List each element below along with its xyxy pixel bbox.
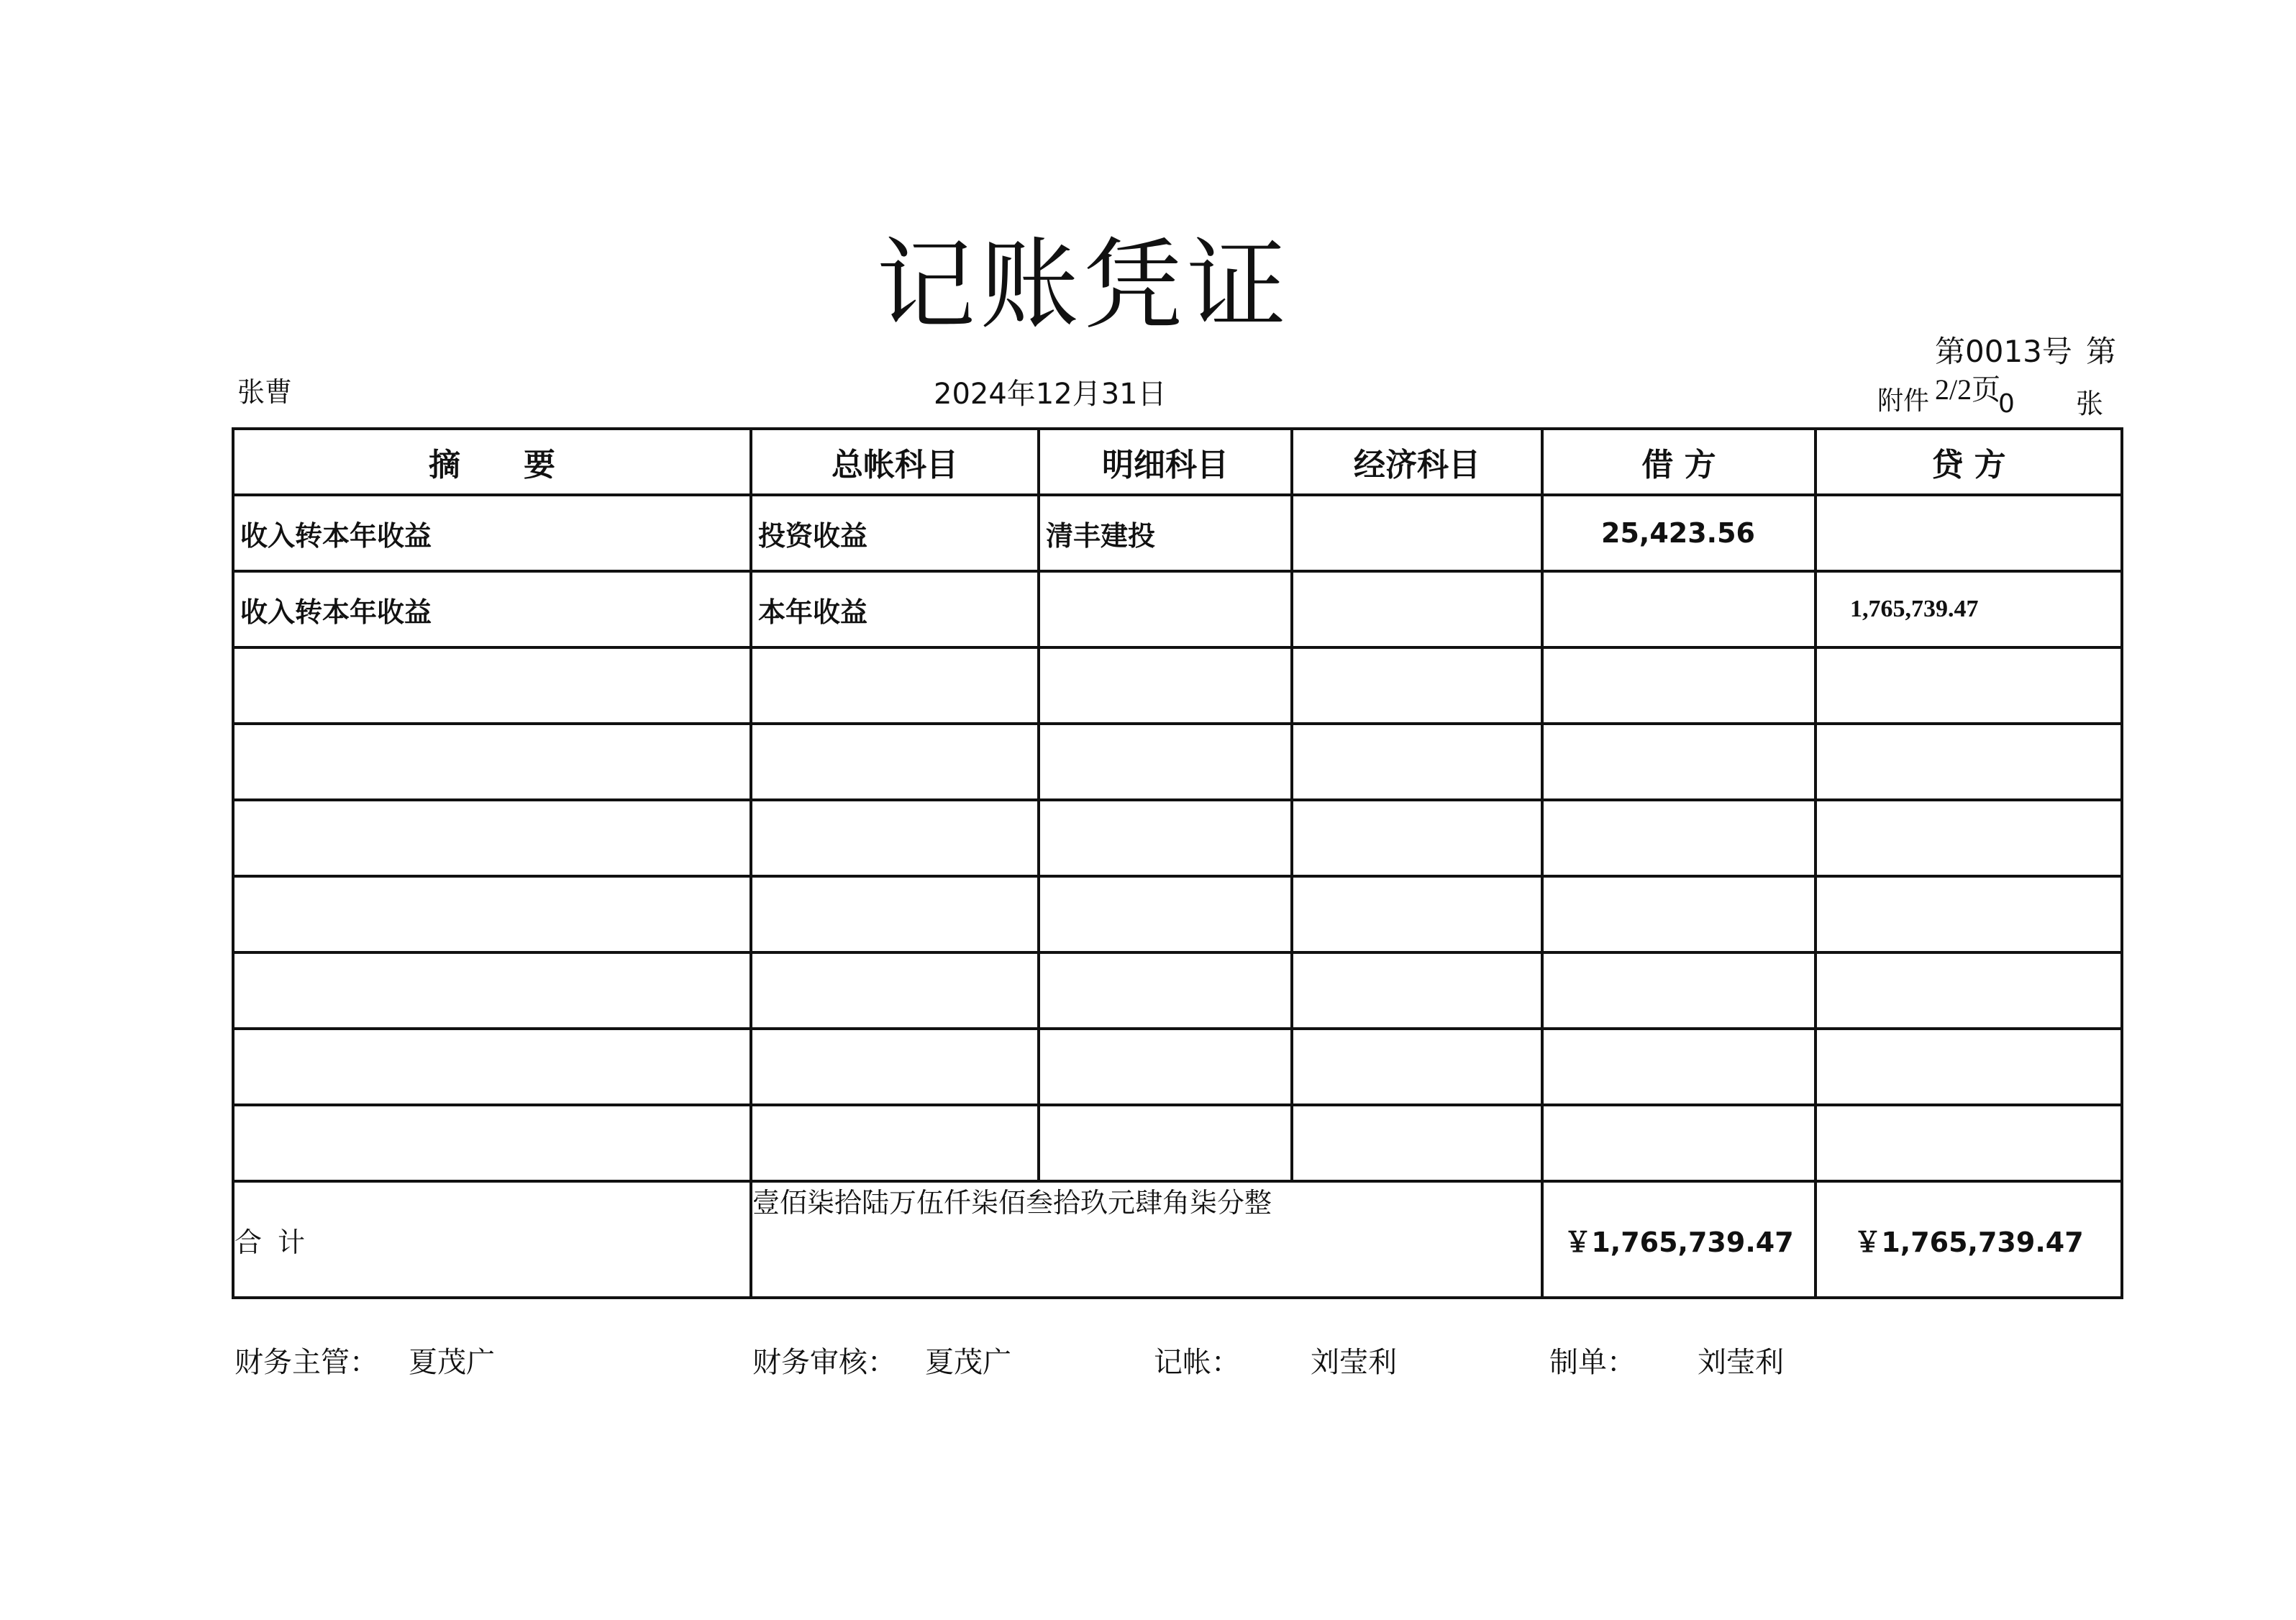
total-credit: ￥1,765,739.47: [1816, 1181, 2122, 1298]
voucher-title: 记账凭证: [876, 227, 1291, 343]
empty-row: [233, 800, 2122, 876]
empty-cell: [751, 1105, 1039, 1181]
empty-cell: [1542, 724, 1816, 800]
column-header-summary: 摘 要: [233, 429, 751, 495]
empty-row: [233, 1105, 2122, 1181]
auditor-name: 夏茂广: [925, 1346, 1011, 1379]
entry-account: 投资收益: [751, 495, 1039, 571]
empty-cell: [1542, 647, 1816, 724]
empty-cell: [751, 952, 1039, 1029]
empty-cell: [1039, 647, 1292, 724]
auditor-label: 财务审核：: [752, 1346, 896, 1379]
preparer-name: 刘莹利: [1698, 1346, 1784, 1379]
empty-cell: [751, 647, 1039, 724]
empty-cell: [1039, 876, 1292, 952]
empty-cell: [1542, 1105, 1816, 1181]
empty-cell: [1816, 1029, 2122, 1105]
total-amount-in-words: 壹佰柒拾陆万伍仟柒佰叁拾玖元肆角柒分整: [751, 1181, 1542, 1298]
table-row: [233, 571, 2122, 647]
empty-cell: [1292, 876, 1542, 952]
entry-detail: 清丰建投: [1039, 495, 1292, 571]
empty-cell: [233, 1029, 751, 1105]
total-row: [233, 1181, 2122, 1298]
empty-cell: [1542, 1029, 1816, 1105]
empty-cell: [1039, 1105, 1292, 1181]
column-header-economic-account: 经济科目: [1292, 429, 1542, 495]
voucher-page-prefix: 第: [2086, 334, 2117, 369]
supervisor-label: 财务主管：: [234, 1346, 378, 1379]
empty-cell: [1039, 952, 1292, 1029]
empty-row: [233, 952, 2122, 1029]
entry-summary: 收入转本年收益: [233, 495, 751, 571]
entry-credit: 1,765,739.47: [1816, 571, 2122, 647]
entry-debit: 25,423.56: [1542, 495, 1816, 571]
empty-cell: [751, 724, 1039, 800]
entry-economic: [1292, 495, 1542, 571]
attachment-count: 0: [1998, 389, 2015, 419]
attachment-unit: 张: [2076, 388, 2104, 419]
empty-cell: [1292, 952, 1542, 1029]
column-header-general-account: 总帐科目: [751, 429, 1039, 495]
empty-cell: [233, 647, 751, 724]
empty-cell: [751, 876, 1039, 952]
empty-cell: [1816, 647, 2122, 724]
empty-cell: [1816, 952, 2122, 1029]
empty-cell: [1816, 724, 2122, 800]
entry-economic: [1292, 571, 1542, 647]
column-header-credit: 贷 方: [1816, 429, 2122, 495]
table-header-row: [233, 429, 2122, 495]
empty-cell: [1039, 800, 1292, 876]
empty-cell: [233, 724, 751, 800]
empty-cell: [1816, 1105, 2122, 1181]
empty-cell: [233, 800, 751, 876]
entry-credit: [1816, 495, 2122, 571]
entry-detail: [1039, 571, 1292, 647]
entry-summary: 收入转本年收益: [233, 571, 751, 647]
empty-cell: [1292, 800, 1542, 876]
total-debit: ￥1,765,739.47: [1542, 1181, 1816, 1298]
empty-cell: [233, 952, 751, 1029]
empty-cell: [1816, 876, 2122, 952]
attachment-pages: 2/2页: [1935, 373, 2001, 406]
entry-account: 本年收益: [751, 571, 1039, 647]
bookkeeper-name: 刘莹利: [1311, 1346, 1397, 1379]
entry-debit: [1542, 571, 1816, 647]
empty-cell: [233, 1105, 751, 1181]
company-name: 张曹: [237, 376, 293, 408]
empty-cell: [1542, 876, 1816, 952]
empty-row: [233, 1029, 2122, 1105]
empty-row: [233, 724, 2122, 800]
empty-cell: [1292, 647, 1542, 724]
bookkeeper-label: 记帐：: [1154, 1346, 1240, 1379]
empty-cell: [1292, 1029, 1542, 1105]
empty-cell: [1292, 724, 1542, 800]
empty-row: [233, 876, 2122, 952]
total-label: 合计: [233, 1181, 751, 1298]
empty-cell: [751, 800, 1039, 876]
empty-row: [233, 647, 2122, 724]
empty-cell: [1039, 724, 1292, 800]
preparer-label: 制单：: [1549, 1346, 1636, 1379]
empty-cell: [1816, 800, 2122, 876]
empty-cell: [1542, 800, 1816, 876]
empty-cell: [751, 1029, 1039, 1105]
empty-cell: [233, 876, 751, 952]
supervisor-name: 夏茂广: [409, 1346, 495, 1379]
column-header-detail-account: 明细科目: [1039, 429, 1292, 495]
voucher-table: [232, 427, 2123, 1299]
voucher-date: 2024年12月31日: [934, 378, 1167, 411]
empty-cell: [1542, 952, 1816, 1029]
empty-cell: [1039, 1029, 1292, 1105]
voucher-number: 第0013号: [1935, 334, 2072, 369]
empty-cell: [1292, 1105, 1542, 1181]
attachment-label: 附件: [1877, 386, 1930, 416]
table-row: [233, 495, 2122, 571]
column-header-debit: 借 方: [1542, 429, 1816, 495]
